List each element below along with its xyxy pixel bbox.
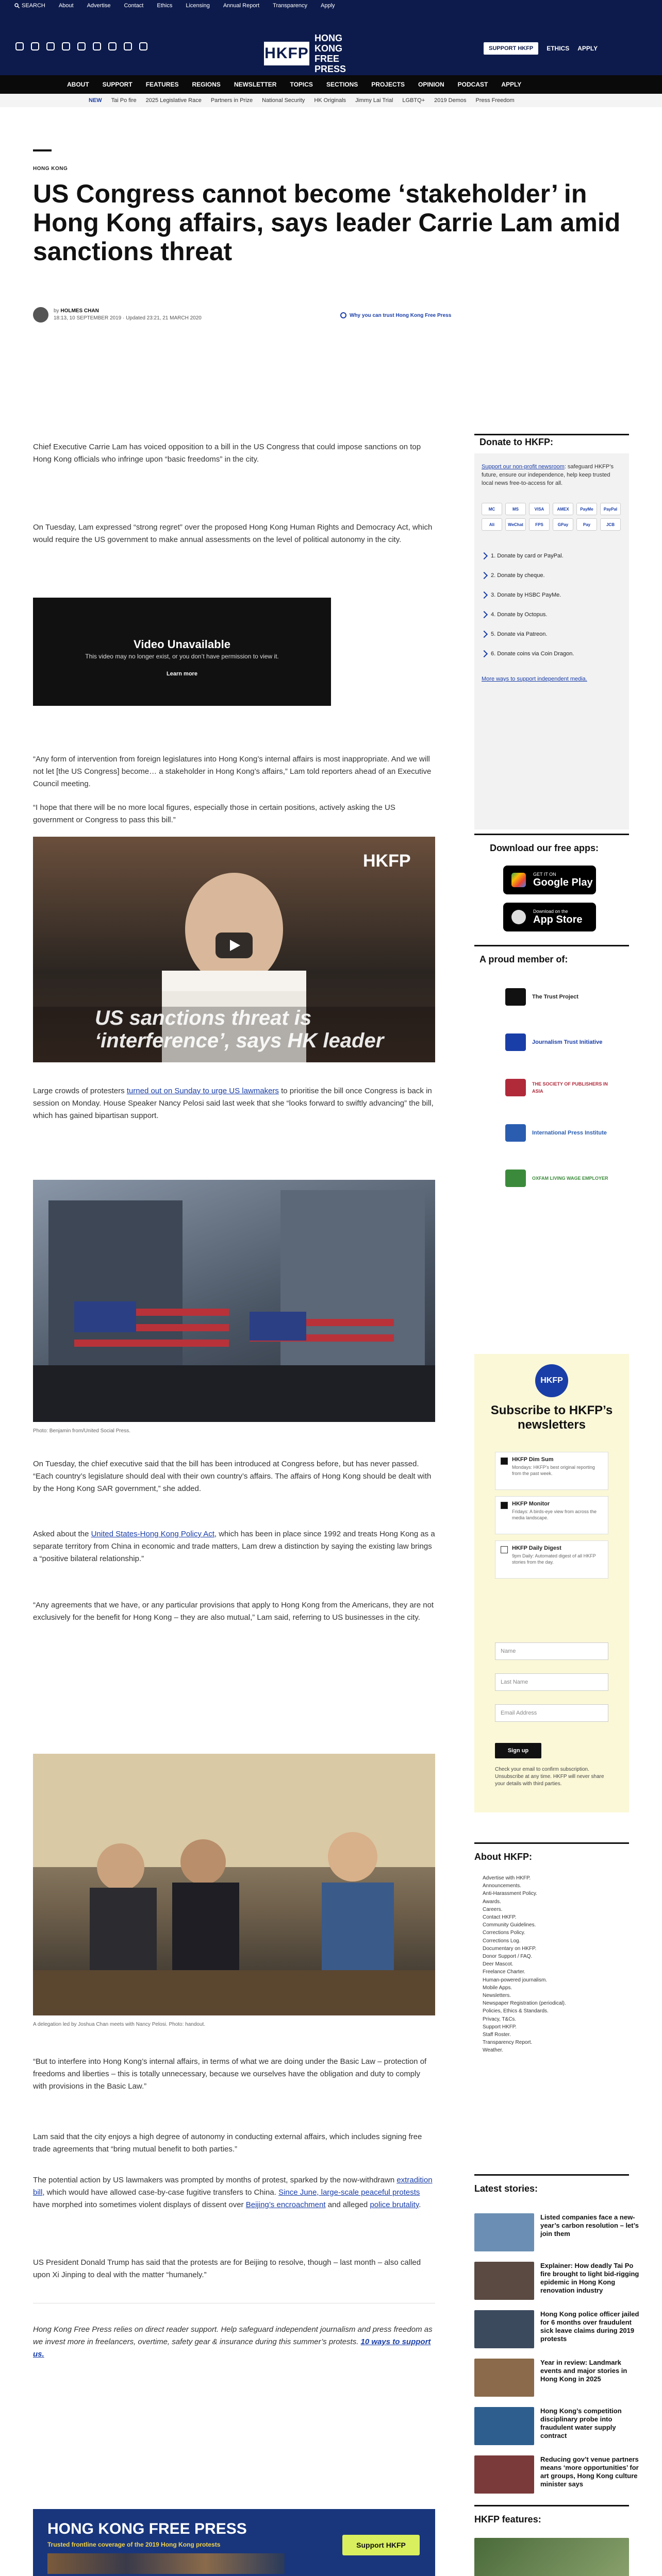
payment-icon: VISA [529,503,550,515]
site-logo[interactable] [264,33,366,74]
chevron-right-icon [481,650,488,657]
about-link[interactable]: Freelance Charter. [483,1969,525,1975]
support-hkfp-button[interactable]: SUPPORT HKFP [484,42,538,55]
google-play-icon [511,873,526,887]
trending-item[interactable]: National Security [262,97,305,104]
apps-heading: Download our free apps: [490,843,599,853]
payment-icon: PayPal [600,503,621,515]
police-brutality-link[interactable]: police brutality [370,2200,419,2209]
email-icon[interactable] [139,42,147,50]
whatsapp-icon[interactable] [93,42,101,50]
donate-panel [474,453,629,829]
facebook-icon[interactable] [31,42,39,50]
about-link[interactable]: Community Guidelines. [483,1922,536,1928]
nav-support[interactable]: SUPPORT [102,81,133,88]
byline [33,307,202,323]
about-link[interactable]: Newspaper Registration (periodical). [483,2001,566,2007]
extradition-bill-link[interactable]: extradition bill [33,2176,433,2197]
checkbox-checked[interactable] [501,1458,508,1465]
telegram-icon[interactable] [108,42,117,50]
article-paragraph: Chief Executive Carrie Lam has voiced opposition to a bill in the US Congress that could impose sanctions on top Hong Kong officials who infringe upon “basic freedoms” in the city. [33,443,421,464]
nav-projects[interactable]: PROJECTS [371,81,405,88]
banner-support-button[interactable]: Support HKFP [342,2535,420,2555]
youtube-embed[interactable] [33,837,435,1062]
threads-icon[interactable] [62,42,70,50]
topbar-about[interactable]: About [58,3,74,9]
youtube-icon[interactable] [77,42,86,50]
story-thumbnail [474,2213,534,2251]
banner-strip [47,2553,285,2574]
about-link[interactable]: Weather. [483,2047,503,2054]
about-link[interactable]: Policies, Ethics & Standards. [483,2008,549,2014]
sidebar-app-badges [503,866,596,931]
youtube-caption-overlay: US sanctions threat is ‘interference’, says HK leader [95,1007,384,1052]
header-actions [484,42,598,55]
topbar-apply[interactable]: Apply [321,3,335,9]
newsletter-option-monitor[interactable]: HKFP Monitor Fridays: A birds-eye view from across the media landscape. [495,1496,608,1534]
newsletter-signup [474,1354,629,1812]
about-link[interactable]: Announcements. [483,1883,522,1889]
photo-caption: Photo: Benjamin from/United Social Press. [33,1428,130,1434]
article-paragraph: “But to interfere into Hong Kong’s internal affairs, in terms of what we are doing under the Basic Law – protection of freedoms and liberties – this is totally unnecessary, because we ourselves have the obligation and duty to comply with provisions in the Basic Law.” [33,2057,427,2091]
payment-icon: Ali [482,518,502,531]
search-icon [14,3,20,8]
story-thumbnail [474,2455,534,2494]
masthead [0,11,662,75]
article-dates: 18:13, 10 SEPTEMBER 2019 · Updated 23:21, 21 MARCH 2020 [54,315,202,321]
payment-icon: WeChat [505,518,526,531]
member-heading: A proud member of: [479,954,568,964]
trending-item[interactable]: HK Originals [314,97,346,104]
about-link[interactable]: Mobile Apps. [483,1985,512,1991]
banner-title: HONG KONG FREE PRESS [47,2520,247,2537]
bluesky-icon[interactable] [124,42,132,50]
last-name-input[interactable]: Last Name [495,1673,608,1691]
member-sopa[interactable]: THE SOCIETY OF PUBLISHERS IN ASIA [505,1079,609,1096]
article-paragraph: The potential action by US lawmakers was prompted by months of protest, sparked by the now-withdrawn extradition bill, which would have allowed case-by-case fugitive transfers to China. Since June, large-scale peaceful protests have morphed into sometimes violent displays of dissent over Beijing’s encroachment and alleged police brutality. [33,2176,433,2209]
payment-icon: AMEX [553,503,573,515]
about-link[interactable]: Human-powered journalism. [483,1977,548,1983]
donate-option[interactable]: 3. Donate by HSBC PayMe. [482,585,622,605]
author-avatar [33,307,48,323]
author-name[interactable]: HOLMES CHAN [60,308,99,314]
donate-options [482,546,622,664]
nav-sections[interactable]: SECTIONS [326,81,358,88]
story-item[interactable]: Hong Kong’s competition disciplinary probe into fraudulent water supply contract [474,2407,639,2448]
checkbox[interactable] [501,1546,508,1553]
newsletter-option-dim-sum[interactable]: HKFP Dim Sum Mondays: HKFP’s best original reporting from the past week. [495,1452,608,1490]
article-kicker[interactable]: HONG KONG [33,166,68,172]
newsletter-logo: HKFP [535,1364,568,1397]
member-jti[interactable]: Journalism Trust Initiative [505,1033,609,1051]
article-paragraph: Large crowds of protesters turned out on Sunday to urge US lawmakers to prioritise the bill once Congress is back in session on Monday. House Speaker Nancy Pelosi said last week that she “looks forward to swiftly advancing” the bill, which has gained bipartisan support. [33,1087,434,1120]
about-link[interactable]: Documentary on HKFP. [483,1945,537,1952]
topbar-licensing[interactable]: Licensing [186,3,210,9]
trust-link-label: Why you can trust Hong Kong Free Press [350,312,452,318]
sidebar-rule [474,434,629,435]
donate-payment-icons [482,503,622,531]
about-link[interactable]: Support HKFP. [483,2024,517,2030]
article-paragraph: Asked about the United States-Hong Kong Policy Act, which has been in place since 1992 and treats Hong Kong as a separate territory from China in economic and trade matters, Lam drew a distinction by saying the existing law brings a “positive bilateral relationship.” [33,1530,435,1563]
about-link[interactable]: Corrections Log. [483,1938,521,1944]
play-icon [216,933,253,958]
trust-link[interactable] [340,312,451,318]
video-unavailable-title: Video Unavailable [134,638,230,651]
about-link[interactable]: Corrections Policy. [483,1930,525,1936]
support-appeal: Hong Kong Free Press relies on direct reader support. Help safeguard independent journalism and press freedom as we invest more in freelancers, overtime, safety gear & insurance during this summer’s protests. 10 ways to support us. [33,2325,433,2359]
sidebar-rule [474,2174,629,2176]
about-link[interactable]: Privacy, T&Cs. [483,2016,517,2022]
apple-icon [511,910,526,924]
story-item[interactable]: Hong Kong police officer jailed for 6 months over fraudulent sick leave claims during 2019 protests [474,2310,639,2351]
nav-about[interactable]: ABOUT [67,81,89,88]
banner-subtitle: Trusted frontline coverage of the 2019 Hong Kong protests [47,2541,221,2548]
shield-icon [340,312,346,318]
sidebar-rule [474,1842,629,1844]
about-link[interactable]: Donor Support / FAQ. [483,1954,533,1960]
chevron-right-icon [481,552,488,560]
member-oxfam[interactable]: OXFAM LIVING WAGE EMPLOYER [505,1170,609,1187]
trending-item[interactable]: 2019 Demos [434,97,467,104]
newsletter-title: Subscribe to HKFP’s newsletters [490,1403,613,1432]
payment-icon: GPay [553,518,573,531]
photo-protest-flags [33,1180,435,1422]
nonprofit-link[interactable]: Support our non-profit newsroom [482,464,565,470]
photo-protest-flags-art [33,1180,435,1422]
about-link[interactable]: Deer Mascot. [483,1961,514,1968]
about-link[interactable]: Staff Roster. [483,2032,511,2038]
story-thumbnail [474,2359,534,2397]
main-nav [0,75,662,94]
ways-to-support-link[interactable]: 10 ways to support us. [33,2337,431,2359]
sopa-logo [505,1079,526,1096]
photo-delegation-meeting-art [33,1754,435,2015]
topbar-advertise[interactable]: Advertise [87,3,111,9]
about-heading: About HKFP: [474,1852,532,1862]
photo-caption: A delegation led by Joshua Chan meets with Nancy Pelosi. Photo: handout. [33,2022,206,2027]
story-item[interactable]: Explainer: How deadly Tai Po fire brought to light bid-rigging epidemic in Hong Kong renovation industry [474,2262,639,2303]
story-thumbnail [474,2262,534,2300]
topbar-search-label: SEARCH [22,3,45,9]
story-thumbnail [474,2407,534,2445]
article-paragraph: On Tuesday, Lam expressed “strong regret” over the proposed Hong Kong Human Rights and Democracy Act, which would require the US government to make annual assessments on the level of political autonomy in the city. [33,523,433,544]
article-paragraph: Lam said that the city enjoys a high degree of autonomy in conducting external affairs, which includes signing free trade agreements that “bring mutual benefit to both parties.” [33,2132,422,2154]
chevron-right-icon [481,591,488,599]
logo-mark: HKFP [264,42,309,65]
logo-text: HONG KONG FREE PRESS [315,33,346,74]
app-store-badge[interactable]: Download on the App Store [503,903,596,931]
protest-link[interactable]: turned out on Sunday to urge US lawmakers [126,1087,279,1095]
article-paragraph: US President Donald Trump has said that the protests are for Beijing to resolve, though – last month – also called upon Xi Jinping to deal with the matter “humanely.” [33,2258,421,2279]
donate-option[interactable]: 4. Donate by Octopus. [482,605,622,624]
payment-icon: JCB [600,518,621,531]
features-heading: HKFP features: [474,2514,541,2524]
nav-topics[interactable]: TOPICS [290,81,313,88]
about-link[interactable]: Careers. [483,1906,503,1912]
x-icon[interactable] [15,42,24,50]
payment-icon: MS [505,503,526,515]
article-paragraph: “I hope that there will be no more local figures, especially those in certain positions, actively asking the US government or Congress to pass this bill.” [33,803,395,824]
topbar-ethics[interactable]: Ethics [157,3,173,9]
email-input[interactable]: Email Address [495,1704,608,1722]
embedded-video[interactable] [33,598,331,706]
nav-apply[interactable]: APPLY [501,81,522,88]
chevron-right-icon [481,631,488,638]
payment-icon: PayMe [576,503,597,515]
trending-item[interactable]: LGBTQ+ [402,97,425,104]
article-paragraph: On Tuesday, the chief executive said that the bill has been introduced at Congress before, but has never passed. “Each country’s legislature should deal with their own country’s affairs. The affairs of Hong Kong should be dealt with by the Hong Kong SAR government,” she added. [33,1460,432,1493]
photo-delegation-meeting [33,1754,435,2015]
about-link[interactable]: Anti-Harassment Policy. [483,1891,537,1897]
header-apply-link[interactable]: APPLY [577,45,598,52]
nav-features[interactable]: FEATURES [145,81,179,88]
social-links [15,42,147,50]
donate-heading: Donate to HKFP: [479,437,553,447]
member-ipi[interactable]: International Press Institute [505,1124,609,1142]
beijing-encroachment-link[interactable]: Beijing’s encroachment [245,2200,326,2209]
trending-item[interactable]: Press Freedom [475,97,515,104]
nav-newsletter[interactable]: NEWSLETTER [234,81,277,88]
sign-up-button[interactable]: Sign up [495,1743,541,1758]
oxfam-logo [505,1170,526,1187]
google-play-badge[interactable]: GET IT ON Google Play [503,866,596,894]
youtube-logo-badge: HKFP [363,851,411,871]
story-item[interactable]: Reducing gov’t venue partners means ‘more opportunities’ for art groups, Hong Kong culture minister says [474,2455,639,2497]
support-banner[interactable] [33,2509,435,2576]
about-links [483,1874,622,2055]
header-ethics-link[interactable]: ETHICS [547,45,570,52]
about-link[interactable]: Transparency Report. [483,2040,533,2046]
top-utility-bar [0,0,662,11]
newsletter-note: Check your email to confirm subscription. Unsubscribe at any time. HKFP will never share your details with third parties. [495,1767,604,1787]
about-link[interactable]: Awards. [483,1899,501,1905]
protests-link[interactable]: Since June, large-scale peaceful protests [278,2188,420,2197]
header-rule [33,149,52,151]
first-name-input[interactable]: Name [495,1642,608,1660]
member-trust-project[interactable]: The Trust Project [505,988,609,1006]
sidebar-rule [474,945,629,946]
donate-option[interactable]: 5. Donate via Patreon. [482,624,622,644]
newsletter-option-daily-digest[interactable]: HKFP Daily Digest 9pm Daily: Automated digest of all HKFP stories from the day. [495,1540,608,1579]
about-link[interactable]: Advertise with HKFP. [483,1875,531,1881]
sidebar-rule [474,834,629,835]
story-item[interactable]: Listed companies face a new-year’s carbon resolution – let’s join them [474,2213,639,2255]
payment-icon: Pay [576,518,597,531]
checkbox-checked[interactable] [501,1502,508,1509]
trust-project-logo [505,988,526,1006]
topbar-contact[interactable]: Contact [124,3,144,9]
story-thumbnail [474,2310,534,2348]
donate-option[interactable]: 1. Donate by card or PayPal. [482,546,622,566]
donate-option[interactable]: 2. Donate by cheque. [482,566,622,585]
nav-opinion[interactable]: OPINION [418,81,444,88]
about-link[interactable]: Contact HKFP. [483,1914,517,1921]
video-unavailable-text: This video may no longer exist, or you don’t have permission to view it. [85,653,279,660]
article-paragraph: “Any agreements that we have, or any particular provisions that apply to Hong Kong from the Americans, they are not exclusively for the benefit for Hong Kong – they are also mutual,” Lam said, referring to US businesses in the city. [33,1601,434,1622]
ipi-logo [505,1124,526,1142]
video-learn-more-link[interactable]: Learn more [167,671,197,677]
nav-regions[interactable]: REGIONS [192,81,221,88]
trending-label: NEW [89,97,102,104]
donate-option[interactable]: 6. Donate coins via Coin Dragon. [482,644,622,664]
trending-item[interactable]: Jimmy Lai Trial [355,97,393,104]
story-item[interactable]: Year in review: Landmark events and major stories in Hong Kong in 2025 [474,2359,639,2400]
article-paragraph: “Any form of intervention from foreign legislatures into Hong Kong’s internal affairs is most inappropriate. And we will not let [the US Congress] become… a stakeholder in Hong Kong’s affairs,” Lam told reporters ahead of an Executive Council meeting. [33,755,432,788]
nav-podcast[interactable]: PODCAST [457,81,488,88]
payment-icon: FPS [529,518,550,531]
feature-image[interactable] [474,2538,629,2576]
trending-item[interactable]: 2025 Legislative Race [145,97,202,104]
trending-item[interactable]: Partners in Prize [210,97,253,104]
donate-text: Support our non-profit newsroom: safeguard HKFP’s future, ensure our independence, help keep trusted local news free-to-access for all. [482,464,614,486]
payment-icon: MC [482,503,502,515]
policy-act-link[interactable]: United States-Hong Kong Policy Act [91,1530,214,1538]
trending-item[interactable]: Tai Po fire [111,97,137,104]
chevron-right-icon [481,572,488,579]
byline-text: by HOLMES CHAN 18:13, 10 SEPTEMBER 2019 · Updated 23:21, 21 MARCH 2020 [54,308,202,321]
sidebar-rule [474,2505,629,2506]
topbar-annual-report[interactable]: Annual Report [223,3,260,9]
latest-heading: Latest stories: [474,2183,538,2194]
more-ways-link[interactable]: More ways to support independent media. [482,676,587,682]
topbar-search[interactable] [14,3,45,9]
article-headline: US Congress cannot become ‘stakeholder’ in Hong Kong affairs, says leader Carrie Lam amid sanctions threat [33,179,621,266]
trending-bar [0,94,662,107]
play-button[interactable] [216,933,253,958]
chevron-right-icon [481,611,488,618]
instagram-icon[interactable] [46,42,55,50]
about-link[interactable]: Newsletters. [483,1993,511,1999]
jti-logo [505,1033,526,1051]
topbar-transparency[interactable]: Transparency [273,3,307,9]
